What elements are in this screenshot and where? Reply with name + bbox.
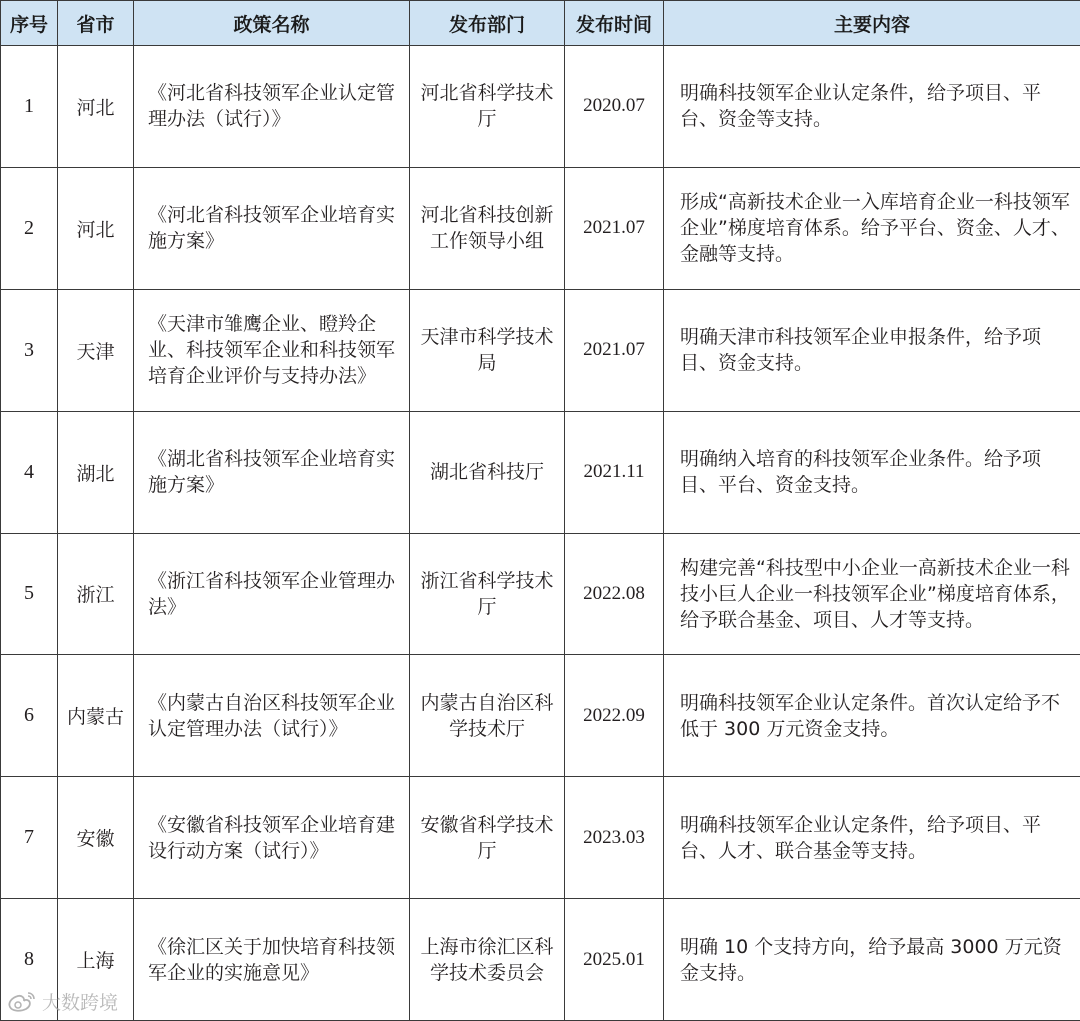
row-province: 河北	[58, 46, 134, 168]
row-province: 安徽	[58, 777, 134, 899]
row-province: 湖北	[58, 411, 134, 533]
row-date: 2022.08	[565, 533, 664, 655]
row-department: 湖北省科技厅	[410, 411, 565, 533]
table-row	[1, 899, 1080, 1021]
table-row	[1, 411, 1080, 533]
row-date: 2022.09	[565, 655, 664, 777]
row-date: 2021.11	[565, 411, 664, 533]
row-policy-name: 《河北省科技领军企业培育实施方案》	[134, 167, 410, 289]
row-policy-name: 《安徽省科技领军企业培育建设行动方案（试行）》	[134, 777, 410, 899]
row-number: 4	[1, 411, 58, 533]
header-content: 主要内容	[664, 1, 1080, 46]
row-content: 明确纳入培育的科技领军企业条件。给予项目、平台、资金支持。	[664, 411, 1080, 533]
watermark	[6, 988, 118, 1015]
row-date: 2023.03	[565, 777, 664, 899]
row-content: 明确天津市科技领军企业申报条件，给予项目、资金支持。	[664, 289, 1080, 411]
row-province: 上海	[58, 899, 134, 1021]
row-number: 8	[1, 899, 58, 1021]
row-number: 7	[1, 777, 58, 899]
row-department: 内蒙古自治区科学技术厅	[410, 655, 565, 777]
row-content: 明确科技领军企业认定条件。首次认定给予不低于 300 万元资金支持。	[664, 655, 1080, 777]
header-policy-name: 政策名称	[134, 1, 410, 46]
row-policy-name: 《天津市雏鹰企业、瞪羚企业、科技领军企业和科技领军培育企业评价与支持办法》	[134, 289, 410, 411]
row-date: 2020.07	[565, 46, 664, 168]
row-content: 构建完善“科技型中小企业一高新技术企业一科技小巨人企业一科技领军企业”梯度培育体系，给予联合基金、项目、人才等支持。	[664, 533, 1080, 655]
row-policy-name: 《河北省科技领军企业认定管理办法（试行）》	[134, 46, 410, 168]
row-department: 天津市科学技术局	[410, 289, 565, 411]
table-row	[1, 533, 1080, 655]
header-province: 省市	[58, 1, 134, 46]
row-department: 上海市徐汇区科学技术委员会	[410, 899, 565, 1021]
row-province: 浙江	[58, 533, 134, 655]
row-number: 6	[1, 655, 58, 777]
row-department: 浙江省科学技术厅	[410, 533, 565, 655]
row-number: 5	[1, 533, 58, 655]
header-date: 发布时间	[565, 1, 664, 46]
row-number: 1	[1, 46, 58, 168]
row-content: 明确科技领军企业认定条件，给予项目、平台、人才、联合基金等支持。	[664, 777, 1080, 899]
row-department: 河北省科学技术厅	[410, 46, 565, 168]
row-content: 明确科技领军企业认定条件，给予项目、平台、资金等支持。	[664, 46, 1080, 168]
row-date: 2021.07	[565, 167, 664, 289]
watermark-text: 大数跨境	[42, 992, 119, 1014]
row-department: 河北省科技创新工作领导小组	[410, 167, 565, 289]
header-department: 发布部门	[410, 1, 565, 46]
row-policy-name: 《内蒙古自治区科技领军企业认定管理办法（试行）》	[134, 655, 410, 777]
table-header-row	[1, 1, 1080, 46]
table-row	[1, 46, 1080, 168]
row-content: 明确 10 个支持方向，给予最高 3000 万元资金支持。	[664, 899, 1080, 1021]
row-province: 天津	[58, 289, 134, 411]
row-date: 2025.01	[565, 899, 664, 1021]
table-row	[1, 655, 1080, 777]
row-province: 内蒙古	[58, 655, 134, 777]
table-row	[1, 167, 1080, 289]
row-content: 形成“高新技术企业一入库培育企业一科技领军企业”梯度培育体系。给予平台、资金、人才、金融等支持。	[664, 167, 1080, 289]
row-number: 3	[1, 289, 58, 411]
row-date: 2021.07	[565, 289, 664, 411]
row-policy-name: 《浙江省科技领军企业管理办法》	[134, 533, 410, 655]
row-policy-name: 《湖北省科技领军企业培育实施方案》	[134, 411, 410, 533]
table-row	[1, 777, 1080, 899]
row-policy-name: 《徐汇区关于加快培育科技领军企业的实施意见》	[134, 899, 410, 1021]
row-department: 安徽省科学技术厅	[410, 777, 565, 899]
weibo-icon	[6, 990, 36, 1014]
row-province: 河北	[58, 167, 134, 289]
row-number: 2	[1, 167, 58, 289]
header-no: 序号	[1, 1, 58, 46]
table-row	[1, 289, 1080, 411]
